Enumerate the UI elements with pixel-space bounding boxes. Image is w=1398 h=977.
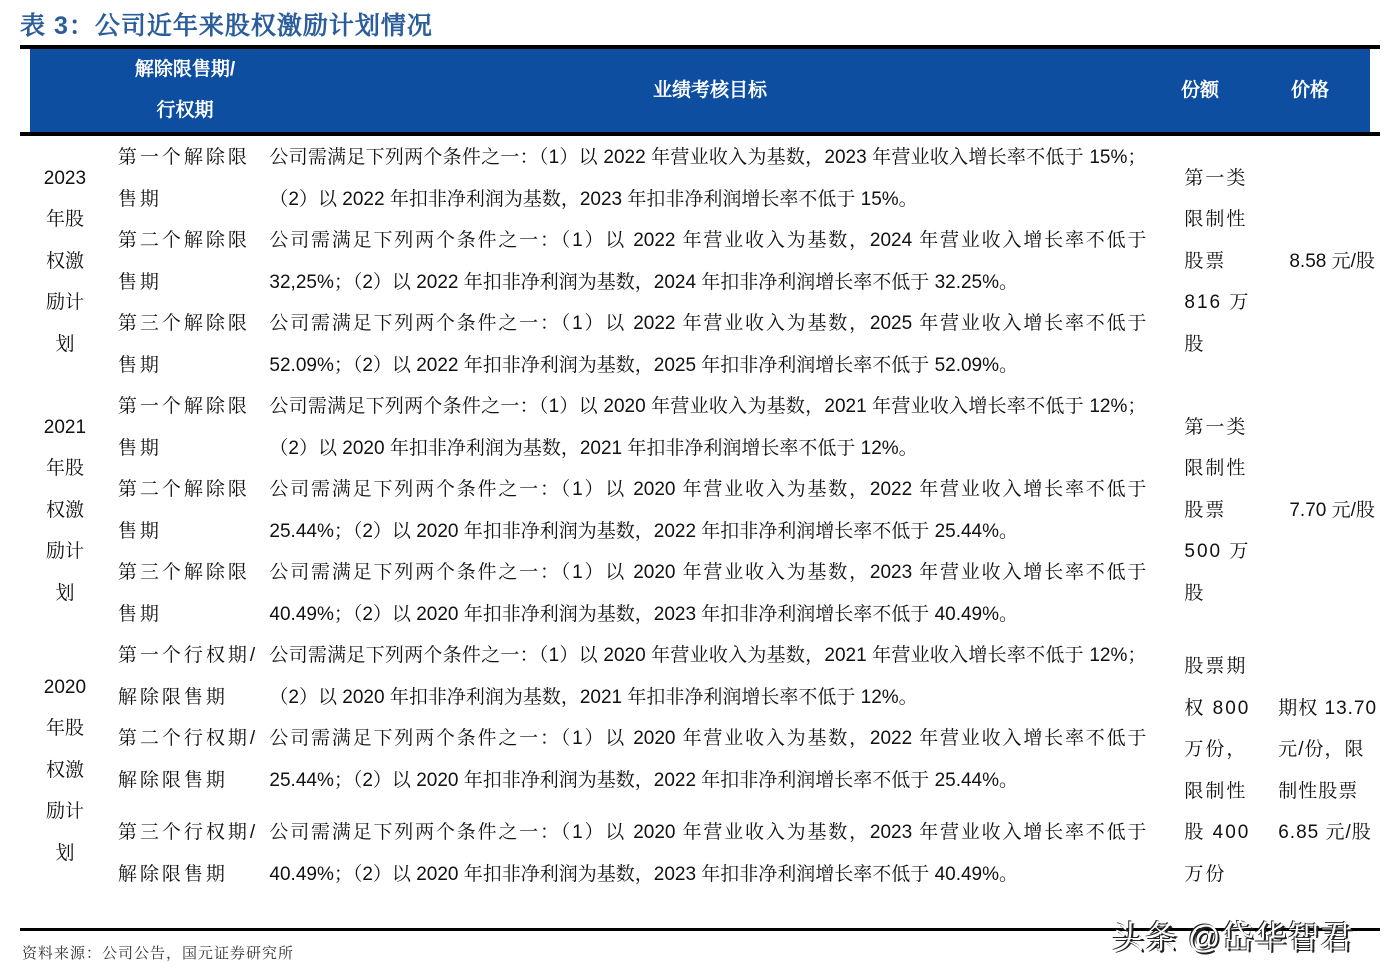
plan-year-line: 2021 [43, 416, 87, 438]
target-cell: 公司需满足下列两个条件之一：（1）以 2020 年营业收入为基数，2021 年营业收入增长率不低于 12%；（2）以 2020 年扣非净利润为基数，2021 年扣非净利润增长率不低于 12%。 [269, 396, 1147, 459]
price-line: 7.70 元/股 [1289, 499, 1375, 521]
header-share: 份额 [1180, 80, 1219, 101]
plan-year [30, 137, 100, 386]
period-cell: 第一个行权期/ 解除限售期 [117, 645, 259, 708]
period-cell: 第二个行权期/ 解除限售期 [117, 728, 259, 791]
period-cell: 第三个解除限 售期 [117, 562, 250, 625]
plan-year-line: 划 [55, 582, 75, 604]
target-cell: 公司需满足下列两个条件之一：（1）以 2020 年营业收入为基数，2022 年营业收入增长率不低于 25.44%；（2）以 2020 年扣非净利润为基数，2022 年扣非净利润增长率不低于 25.44%。 [269, 728, 1147, 791]
plan-year-line: 划 [55, 842, 75, 864]
target-cell: 公司需满足下列两个条件之一：（1）以 2022 年营业收入为基数，2024 年营业收入增长率不低于 32,25%；（2）以 2022 年扣非净利润为基数，2024 年扣非净利润增长率不低于 32.25%。 [269, 230, 1147, 293]
plan-year-line: 励计 [45, 541, 84, 563]
price-line: 制性股票 [1278, 780, 1359, 802]
target-cell: 公司需满足下列两个条件之一：（1）以 2020 年营业收入为基数，2023 年营业收入增长率不低于 40.49%；（2）以 2020 年扣非净利润为基数，2023 年扣非净利润增长率不低于 40.49%。 [269, 562, 1147, 625]
share-line: 股票 [1184, 250, 1227, 272]
share-line: 股票期 [1184, 656, 1248, 677]
plan-year [30, 635, 100, 906]
header-period-line1: 解除限售期/ [134, 59, 236, 80]
price-line: 元/份，限 [1278, 739, 1365, 760]
header-period-line2: 行权期 [156, 100, 214, 121]
plan-year-line: 2020 [43, 676, 87, 698]
plan-year-line: 权激 [45, 759, 84, 781]
target-cell: 公司需满足下列两个条件之一：（1）以 2020 年营业收入为基数，2023 年营业收入增长率不低于 40.49%；（2）以 2020 年扣非净利润为基数，2023 年扣非净利润增长率不低于 40.49%。 [269, 822, 1147, 885]
table-row [30, 386, 1398, 469]
source-note: 资料来源：公司公告，国元证券研究所 [22, 945, 295, 962]
share-line: 限制性 [1184, 780, 1248, 802]
watermark: 头条 @岱华智君 [1112, 919, 1354, 955]
plan-year-line: 2023 [43, 167, 87, 189]
price-line: 8.58 元/股 [1289, 250, 1375, 272]
share-line: 股 [1184, 582, 1206, 604]
share-line: 第一类 [1184, 167, 1248, 189]
price-cell [1266, 386, 1398, 635]
price-cell [1266, 635, 1398, 906]
share-cell [1166, 635, 1266, 906]
share-line: 股 [1184, 333, 1206, 355]
plan-year-line: 权激 [45, 499, 84, 521]
plan-year-line: 权激 [45, 250, 84, 272]
incentive-table [30, 137, 1398, 906]
share-line: 权 800 [1184, 697, 1251, 719]
table-row [30, 635, 1398, 718]
period-cell: 第二个解除限 售期 [117, 230, 250, 293]
period-cell: 第一个解除限 售期 [117, 147, 250, 210]
target-cell: 公司需满足下列两个条件之一：（1）以 2022 年营业收入为基数，2025 年营业收入增长率不低于 52.09%；（2）以 2022 年扣非净利润为基数，2025 年扣非净利润增长率不低于 52.09%。 [269, 313, 1147, 376]
share-line: 万份 [1184, 863, 1227, 885]
plan-year-line: 年股 [45, 718, 84, 740]
period-cell: 第二个解除限 售期 [117, 479, 250, 542]
share-line: 500 万 [1184, 541, 1251, 563]
plan-year-line: 励计 [45, 292, 84, 314]
share-line: 第一类 [1184, 416, 1248, 438]
period-cell: 第三个解除限 售期 [117, 313, 250, 376]
plan-year-line: 励计 [45, 801, 84, 823]
share-cell [1166, 386, 1266, 635]
share-cell [1166, 137, 1266, 386]
plan-year [30, 386, 100, 635]
plan-year-line: 划 [55, 333, 75, 355]
plan-year-line: 年股 [45, 458, 84, 480]
divider [20, 132, 1380, 136]
target-cell: 公司需满足下列两个条件之一：（1）以 2022 年营业收入为基数，2023 年营业收入增长率不低于 15%；（2）以 2022 年扣非净利润为基数，2023 年扣非净利润增长率不低于 15%。 [269, 147, 1147, 210]
share-line: 股 400 [1184, 822, 1251, 843]
price-cell [1266, 137, 1398, 386]
header-target: 业绩考核目标 [652, 80, 767, 101]
table-title: 表 3：公司近年来股权激励计划情况 [20, 12, 433, 40]
target-cell: 公司需满足下列两个条件之一：（1）以 2020 年营业收入为基数，2021 年营业收入增长率不低于 12%；（2）以 2020 年扣非净利润为基数，2021 年扣非净利润增长率不低于 12%。 [269, 645, 1147, 708]
share-line: 限制性 [1184, 209, 1248, 231]
target-cell: 公司需满足下列两个条件之一：（1）以 2020 年营业收入为基数，2022 年营业收入增长率不低于 25.44%；（2）以 2020 年扣非净利润为基数，2022 年扣非净利润增长率不低于 25.44%。 [269, 479, 1147, 542]
plan-year-line: 年股 [45, 209, 84, 231]
share-line: 限制性 [1184, 458, 1248, 480]
header-price: 价格 [1290, 80, 1329, 101]
share-line: 万份， [1184, 739, 1248, 760]
price-line: 6.85 元/股 [1278, 822, 1372, 843]
share-line: 股票 [1184, 499, 1227, 521]
share-line: 816 万 [1184, 292, 1251, 314]
table-header [30, 49, 1370, 132]
period-cell: 第一个解除限 售期 [117, 396, 250, 459]
table-row [30, 137, 1398, 220]
price-line: 期权 13.70 [1278, 697, 1378, 719]
period-cell: 第三个行权期/ 解除限售期 [117, 822, 259, 885]
